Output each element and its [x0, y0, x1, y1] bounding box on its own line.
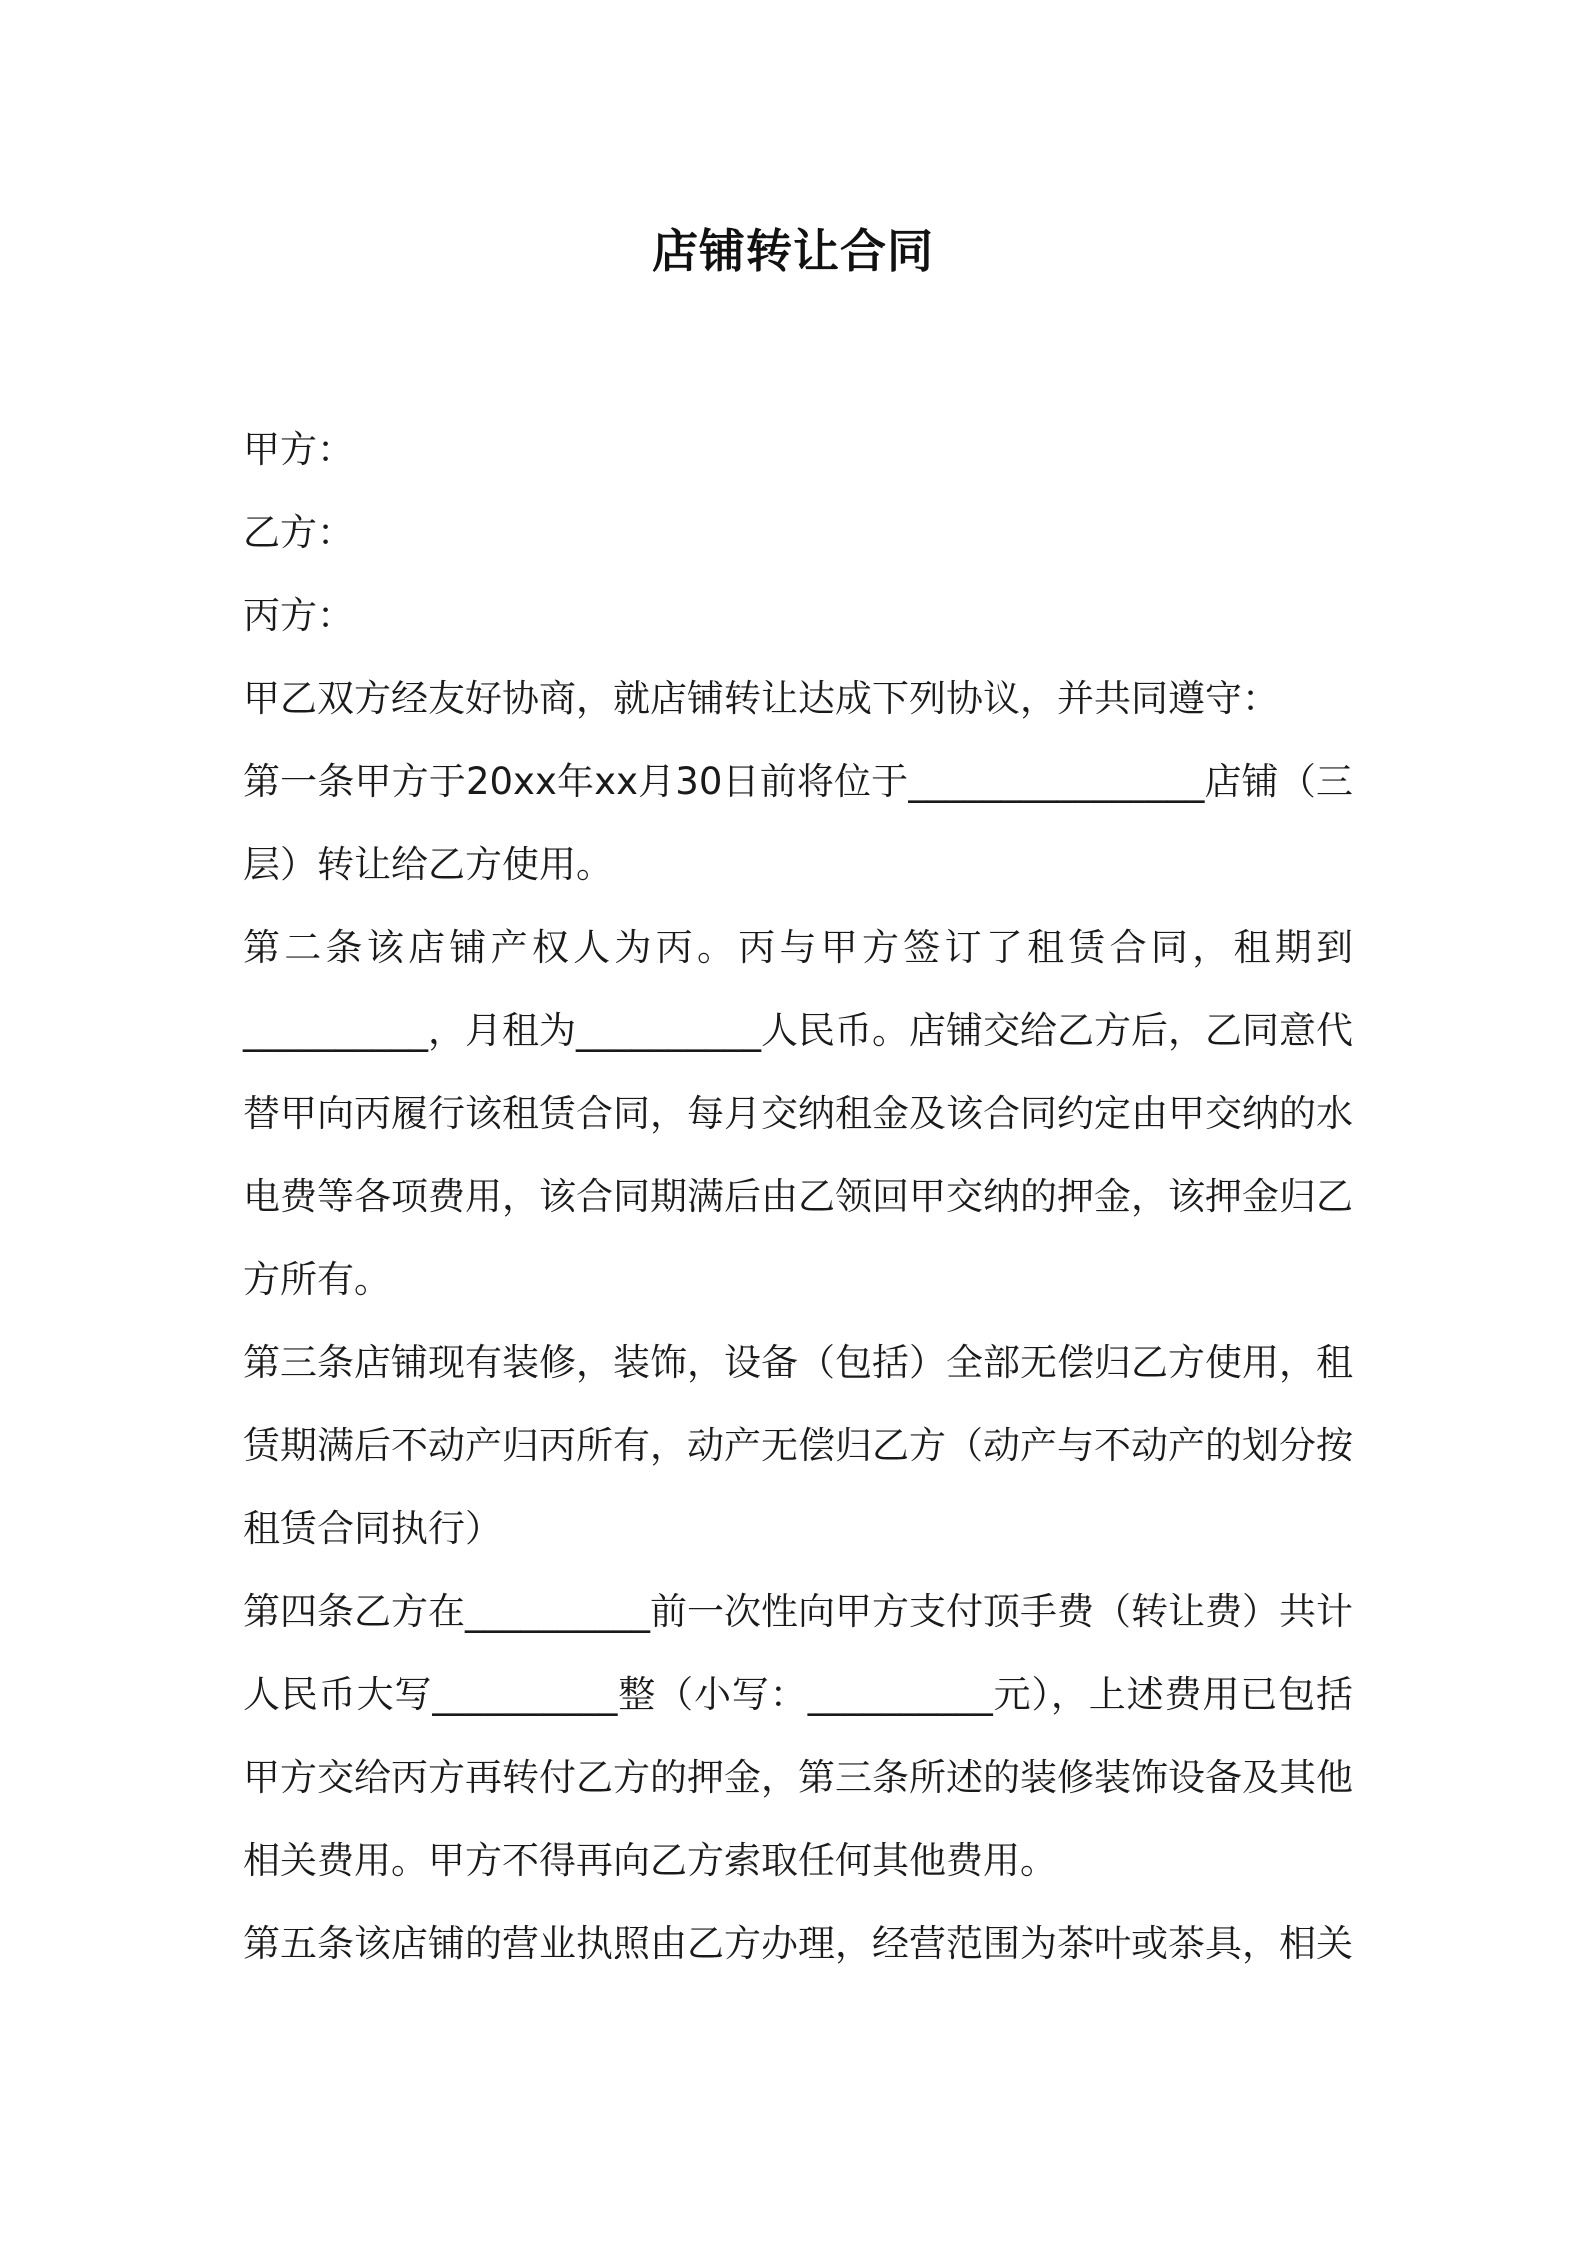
article-5-paragraph: 第五条该店铺的营业执照由乙方办理，经营范围为茶叶或茶具，相关 — [243, 1922, 1353, 1965]
party-c-line: 丙方： — [243, 594, 354, 637]
preamble-paragraph: 甲乙双方经友好协商，就店铺转让达成下列协议，并共同遵守： — [243, 677, 1279, 720]
article-2-paragraph: 第二条该店铺产权人为丙。丙与甲方签订了租赁合同，租期到__________，月租为__________人民币。店铺交给乙方后，乙同意代替甲向丙履行该租赁合同，每月交纳租金及该合同约定由甲交纳的水电费等各项费用，该合同期满后由乙领回甲交纳的押金，该押金归乙方所有。 — [243, 926, 1353, 1301]
article-3-paragraph: 第三条店铺现有装修，装饰，设备（包括）全部无偿归乙方使用，租赁期满后不动产归丙所有，动产无偿归乙方（动产与不动产的划分按租赁合同执行） — [243, 1341, 1353, 1550]
document-body — [243, 408, 1353, 1985]
article-1-paragraph: 第一条甲方于20xx年xx月30日前将位于________________店铺（三层）转让给乙方使用。 — [243, 760, 1353, 886]
party-b-line: 乙方： — [243, 511, 354, 554]
document-title: 店铺转让合同 — [652, 224, 934, 278]
party-a-line: 甲方： — [243, 428, 354, 471]
article-4-paragraph: 第四条乙方在__________前一次性向甲方支付顶手费（转让费）共计人民币大写__________整（小写：__________元），上述费用已包括甲方交给丙方再转付乙方的押金，第三条所述的装修装饰设备及其他相关费用。甲方不得再向乙方索取任何其他费用。 — [243, 1590, 1353, 1882]
